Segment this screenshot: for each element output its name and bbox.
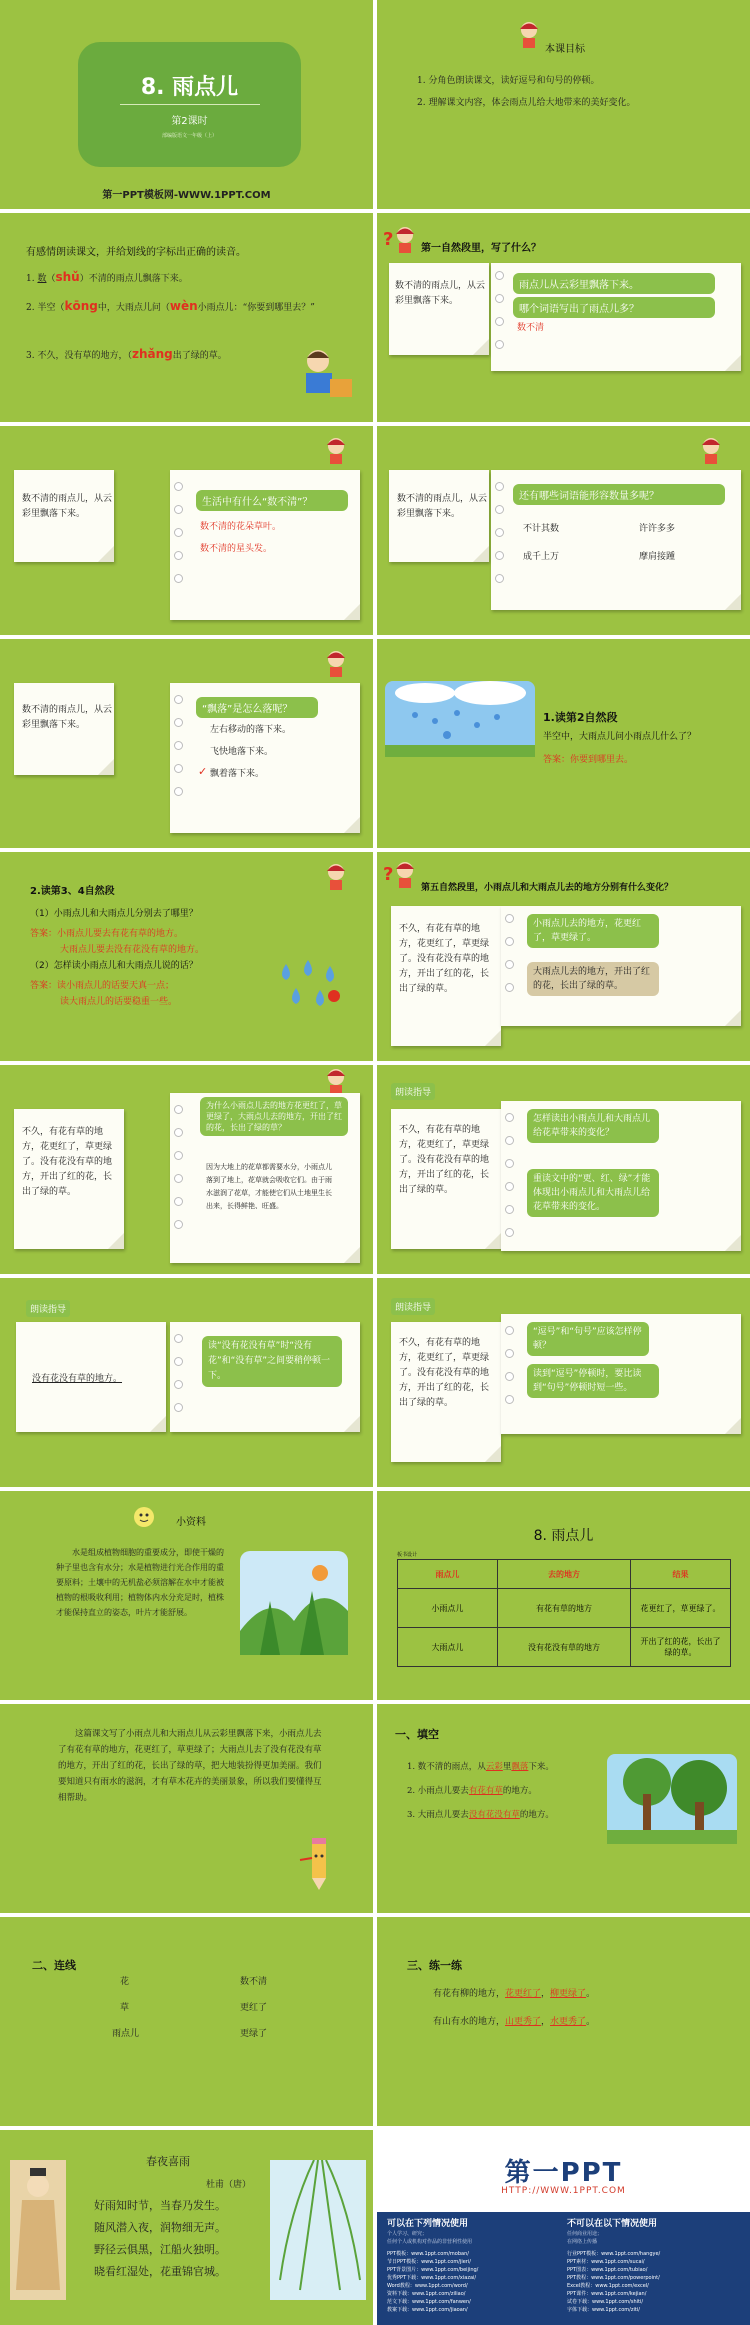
bubble-2: 重读文中的“更、红、绿”才能体现出小雨点儿和大雨点儿给花草带来的变化。 bbox=[527, 1169, 659, 1217]
poem-line: 晓看红湿处，花重锦官城。 bbox=[94, 2265, 226, 2278]
note-rings bbox=[505, 1326, 513, 1418]
slide-14 bbox=[377, 1278, 750, 1487]
question-mark-icon: ? bbox=[383, 229, 394, 250]
tree-illustration bbox=[607, 1754, 737, 1844]
col-head: 结果 bbox=[631, 1560, 731, 1589]
pinyin-line-1: 1. 数（shǔ）不清的雨点儿飘落下来。 bbox=[26, 270, 188, 284]
forbidden-sub: 在网络上传播 bbox=[567, 2239, 598, 2245]
table-cell: 开出了红的花，长出了绿的草。 bbox=[631, 1628, 731, 1667]
note-rings bbox=[174, 1334, 182, 1426]
girl-icon bbox=[391, 225, 419, 255]
slide-16 bbox=[377, 1491, 750, 1700]
bubble-1: 雨点儿从云彩里飘落下来。 bbox=[513, 273, 715, 294]
link[interactable]: 节日PPT模板：www.1ppt.com/jieri/ bbox=[387, 2259, 471, 2265]
bubble: “飘落”是怎么落呢？ bbox=[196, 697, 318, 718]
logo-url: HTTP://WWW.1PPT.COM bbox=[501, 2186, 626, 2196]
link[interactable]: 范文下载：www.1ppt.com/fanwen/ bbox=[387, 2299, 471, 2305]
table-cell: 没有花没有草的地方 bbox=[497, 1628, 630, 1667]
left-item: 草 bbox=[120, 2003, 130, 2013]
slide-21 bbox=[0, 2130, 373, 2325]
board-table-head: 板书设计 bbox=[397, 1552, 418, 1558]
bubble: 生活中有什么“数不清”？ bbox=[196, 490, 348, 511]
left-item: 雨点儿 bbox=[112, 2029, 140, 2039]
poem-title: 春夜喜雨 bbox=[146, 2155, 190, 2168]
word-4: 摩肩接踵 bbox=[639, 552, 676, 562]
allowed-sub: 个人学习、研究； bbox=[387, 2231, 428, 2237]
option-3: 飘着落下来。 bbox=[210, 769, 265, 779]
usage-forbidden-head: 不可以在以下情况使用 bbox=[567, 2219, 658, 2229]
slide-6 bbox=[377, 426, 750, 635]
link[interactable]: PPT背景图片：www.1ppt.com/beijing/ bbox=[387, 2267, 479, 2273]
section-head: 三、练一练 bbox=[407, 1959, 462, 1972]
reading-boy-icon bbox=[296, 343, 356, 403]
girl-icon bbox=[697, 436, 725, 466]
slide-19 bbox=[0, 1917, 373, 2126]
pencil-mascot-icon bbox=[130, 1503, 158, 1531]
pinyin-line-2: 2. 半空（kōng中，大雨点儿问（wèn小雨点儿：“你要到哪里去？” bbox=[26, 299, 315, 313]
link[interactable]: 资料下载：www.1ppt.com/ziliao/ bbox=[387, 2291, 466, 2297]
table-cell: 花更红了，草更绿了。 bbox=[631, 1589, 731, 1628]
right-item: 更绿了 bbox=[240, 2029, 268, 2039]
title-divider bbox=[120, 104, 260, 105]
rain-illustration bbox=[385, 681, 535, 757]
table-cell: 有花有草的地方 bbox=[497, 1589, 630, 1628]
note-rings bbox=[505, 1113, 513, 1251]
note-text: 数不清的雨点儿，从云彩里飘落下来。 bbox=[22, 494, 113, 519]
bubble-1: 怎样读出小雨点儿和大雨点儿给花草带来的变化？ bbox=[527, 1109, 659, 1143]
link[interactable]: PPT课件：www.1ppt.com/kejian/ bbox=[567, 2291, 647, 2297]
footer-text: 第一PPT模板网-WWW.1PPT.COM bbox=[102, 190, 271, 201]
answer-2b: 读大雨点儿的话要稳重一些。 bbox=[60, 997, 178, 1007]
answer-text: 因为大地上的花草都需要水分，小雨点儿落到了地上，花草就会吸收它们。由于雨水滋润了花草，才能使它们从土地里生长出来，长得鲜艳、旺盛。 bbox=[206, 1163, 332, 1210]
right-item: 更红了 bbox=[240, 2003, 268, 2013]
girl-icon bbox=[391, 860, 419, 890]
instruction: 有感情朗读课文，并给划线的字标出正确的读音。 bbox=[26, 247, 246, 258]
section-tag: 朗读指导 bbox=[26, 1300, 70, 1317]
note-rings bbox=[174, 482, 182, 597]
girl-icon bbox=[322, 649, 350, 679]
option-2: 飞快地落下来。 bbox=[210, 747, 274, 757]
table-cell: 小雨点儿 bbox=[398, 1589, 498, 1628]
slide-7 bbox=[0, 639, 373, 848]
note-rings bbox=[495, 271, 503, 363]
col-head: 去的地方 bbox=[497, 1560, 630, 1589]
section-head: 2.读第3、4自然段 bbox=[30, 886, 115, 897]
fill-1: 1. 数不清的雨点，从云彩里飘落下来。 bbox=[407, 1762, 554, 1772]
nature-image bbox=[240, 1551, 348, 1655]
girl-icon bbox=[322, 862, 350, 892]
slide-22-credits bbox=[377, 2130, 750, 2325]
note-text: 没有花没有草的地方。 bbox=[32, 1374, 123, 1384]
raindrops-icon bbox=[274, 956, 344, 1016]
word-2: 许许多多 bbox=[639, 524, 676, 534]
link[interactable]: Word教程：www.1ppt.com/word/ bbox=[387, 2283, 468, 2289]
slide-12 bbox=[377, 1065, 750, 1274]
link[interactable]: 字体下载：www.1ppt.com/ziti/ bbox=[567, 2307, 640, 2313]
note-text: 不久，有花有草的地方，花更红了，草更绿了。没有花没有草的地方，开出了红的花，长出了绿的草。 bbox=[399, 1125, 490, 1195]
grade-label: 部编版语文一年级（上） bbox=[161, 133, 217, 139]
note-text: 数不清的雨点儿，从云彩里飘落下来。 bbox=[395, 281, 486, 306]
board-title: 8. 雨点儿 bbox=[533, 1528, 594, 1544]
section-head: 一、填空 bbox=[395, 1728, 439, 1741]
note-rings bbox=[174, 695, 182, 810]
poem-line: 好雨知时节，当春乃发生。 bbox=[94, 2199, 226, 2212]
slide-1-title bbox=[0, 0, 373, 209]
forbidden-sub: 任何商业用途； bbox=[567, 2231, 603, 2237]
bubble-2: 哪个词语写出了雨点儿多？ bbox=[513, 297, 715, 318]
goals-label: 本课目标 bbox=[545, 44, 585, 55]
fill-3: 3. 大雨点儿要去没有花没有草的地方。 bbox=[407, 1810, 554, 1820]
slide-11 bbox=[0, 1065, 373, 1274]
poet-image bbox=[10, 2160, 66, 2300]
poem-line: 野径云俱黑，江船火独明。 bbox=[94, 2243, 226, 2256]
answer: 答案：你要到哪里去。 bbox=[543, 755, 634, 765]
link[interactable]: PPT图表：www.1ppt.com/tubiao/ bbox=[567, 2267, 648, 2273]
bubble: 读“没有花没有草”时“没有花”和“没有草”之间要稍停顿一下。 bbox=[202, 1336, 342, 1387]
word-1: 不计其数 bbox=[523, 524, 560, 534]
answer-2a: 答案：读小雨点儿的话要天真一点； bbox=[30, 981, 175, 991]
text-note bbox=[389, 263, 489, 355]
left-item: 花 bbox=[120, 1977, 130, 1987]
note-text: 不久，有花有草的地方，花更红了，草更绿了。没有花没有草的地方，开出了红的花，长出了绿的草。 bbox=[399, 1338, 490, 1408]
board-table bbox=[397, 1559, 731, 1667]
slide-8 bbox=[377, 639, 750, 848]
link[interactable]: 行业PPT模板：www.1ppt.com/hangye/ bbox=[567, 2251, 661, 2257]
slide-9 bbox=[0, 852, 373, 1061]
question-1: （1）小雨点儿和大雨点儿分别去了哪里？ bbox=[30, 909, 198, 919]
link[interactable]: PPT教程：www.1ppt.com/powerpoint/ bbox=[567, 2275, 660, 2281]
lesson-title: 8. 雨点儿 bbox=[140, 75, 239, 100]
slide-5 bbox=[0, 426, 373, 635]
bubble: 为什么小雨点儿去的地方花更红了，草更绿了，大雨点儿去的地方，开出了红的花，长出了绿的草？ bbox=[200, 1097, 348, 1136]
bubble-1: “逗号”和“句号”应该怎样停顿？ bbox=[527, 1322, 649, 1356]
answer-2: 数不清的星头发。 bbox=[200, 544, 273, 554]
goal-2: 2. 理解课文内容，体会雨点儿给大地带来的美好变化。 bbox=[417, 98, 636, 108]
goal-1: 1. 分角色朗读课文，读好逗号和句号的停顿。 bbox=[417, 76, 600, 86]
answer-1b: 大雨点儿要去没有花没有草的地方。 bbox=[60, 945, 205, 955]
answer-1: 数不清的花朵草叶。 bbox=[200, 522, 282, 532]
note-text: 数不清的雨点儿，从云彩里飘落下来。 bbox=[397, 494, 488, 519]
info-label: 小资料 bbox=[176, 1517, 206, 1528]
pencil-mascot-icon bbox=[298, 1836, 338, 1892]
link[interactable]: 优秀PPT下载：www.1ppt.com/xiazai/ bbox=[387, 2275, 477, 2281]
note-text: 不久，有花有草的地方，花更红了，草更绿了。没有花没有草的地方，开出了红的花，长出了绿的草。 bbox=[22, 1127, 113, 1197]
slide-2-goals bbox=[377, 0, 750, 209]
slide-15 bbox=[0, 1491, 373, 1700]
slide-20 bbox=[377, 1917, 750, 2126]
section-tag: 朗读指导 bbox=[391, 1083, 435, 1100]
col-head: 雨点儿 bbox=[398, 1560, 498, 1589]
answer-text: 数不清 bbox=[517, 323, 545, 333]
note-text: 不久，有花有草的地方，花更红了，草更绿了。没有花没有草的地方，开出了红的花，长出了绿的草。 bbox=[399, 924, 490, 994]
slide-13 bbox=[0, 1278, 373, 1487]
slide-18 bbox=[377, 1704, 750, 1913]
girl-icon bbox=[322, 436, 350, 466]
practice-1: 有花有柳的地方，花更红了，柳更绿了。 bbox=[433, 1989, 596, 1999]
check-icon: ✓ bbox=[198, 765, 208, 778]
section-head: 二、连线 bbox=[32, 1959, 76, 1972]
question: 第一自然段里，写了什么？ bbox=[421, 243, 541, 254]
link[interactable]: 教案下载：www.1ppt.com/jiaoan/ bbox=[387, 2307, 468, 2313]
section-head: 1.读第2自然段 bbox=[543, 711, 618, 724]
link[interactable]: Excel教程：www.1ppt.com/excel/ bbox=[567, 2283, 649, 2289]
note-text: 数不清的雨点儿，从云彩里飘落下来。 bbox=[22, 705, 113, 730]
bubble-2: 大雨点儿去的地方，开出了红的花，长出了绿的草。 bbox=[527, 962, 659, 996]
section-tag: 朗读指导 bbox=[391, 1298, 435, 1315]
allowed-sub: 任何个人或机构对作品的非营利性使用 bbox=[387, 2239, 473, 2245]
right-item: 数不清 bbox=[240, 1977, 268, 1987]
slide-4 bbox=[377, 213, 750, 422]
question-mark-icon: ? bbox=[383, 864, 394, 885]
info-text: 水是组成植物细胞的重要成分，即使干燥的种子里也含有水分；水是植物进行光合作用的重要原料；土壤中的无机盐必须溶解在水中才能被植物的根吸收利用；植物体内水分充足时，植株才能保持直立的姿态，叶片才能舒展。 bbox=[56, 1548, 224, 1617]
slide-17 bbox=[0, 1704, 373, 1913]
note-rings bbox=[174, 1105, 182, 1243]
logo-text: 第一PPT bbox=[504, 2158, 623, 2188]
link[interactable]: PPT模板：www.1ppt.com/moban/ bbox=[387, 2251, 469, 2257]
slide-3-pinyin bbox=[0, 213, 373, 422]
summary-text: 这篇课文写了小雨点儿和大雨点儿从云彩里飘落下来，小雨点儿去了有花有草的地方，花更红了，草更绿了；大雨点儿去了没有花没有草的地方，开出了红的花，长出了绿的草，把大地装扮得更加美丽。我们要知道只有雨水的滋润，才有草木花卉的美丽景象，所以我们要懂得互相帮助。 bbox=[58, 1729, 322, 1803]
bubble-1: 小雨点儿去的地方，花更红了，草更绿了。 bbox=[527, 914, 659, 948]
link[interactable]: 试卷下载：www.1ppt.com/shiti/ bbox=[567, 2299, 644, 2305]
bubble-2: 读到“逗号”停顿时，要比读到“句号”停顿时短一些。 bbox=[527, 1364, 659, 1398]
link[interactable]: PPT素材：www.1ppt.com/sucai/ bbox=[567, 2259, 645, 2265]
willow-image bbox=[270, 2160, 366, 2300]
slide-10 bbox=[377, 852, 750, 1061]
lesson-subtitle: 第2课时 bbox=[171, 116, 208, 127]
poem-author: 杜甫（唐） bbox=[206, 2180, 252, 2190]
question: 半空中，大雨点儿问小雨点儿什么了？ bbox=[543, 732, 697, 742]
table-cell: 大雨点儿 bbox=[398, 1628, 498, 1667]
note-rings bbox=[495, 482, 503, 597]
answer-1a: 答案：小雨点儿要去有花有草的地方。 bbox=[30, 929, 184, 939]
practice-2: 有山有水的地方，山更秀了，水更秀了。 bbox=[433, 2017, 596, 2027]
fill-2: 2. 小雨点儿要去有花有草的地方。 bbox=[407, 1786, 537, 1796]
note-rings bbox=[505, 914, 513, 1006]
poem-line: 随风潜入夜，润物细无声。 bbox=[94, 2221, 226, 2234]
usage-allowed-head: 可以在下列情况使用 bbox=[387, 2219, 469, 2229]
pinyin-line-3: 3. 不久，没有草的地方，（zhǎng出了绿的草。 bbox=[26, 347, 227, 361]
option-1: 左右移动的落下来。 bbox=[210, 725, 292, 735]
question: 第五自然段里，小雨点儿和大雨点儿去的地方分别有什么变化？ bbox=[421, 883, 674, 893]
question-2: （2）怎样读小雨点儿和大雨点儿说的话？ bbox=[30, 961, 198, 971]
girl-icon bbox=[515, 20, 543, 50]
word-3: 成千上万 bbox=[523, 552, 560, 562]
bubble: 还有哪些词语能形容数量多呢？ bbox=[513, 484, 725, 505]
